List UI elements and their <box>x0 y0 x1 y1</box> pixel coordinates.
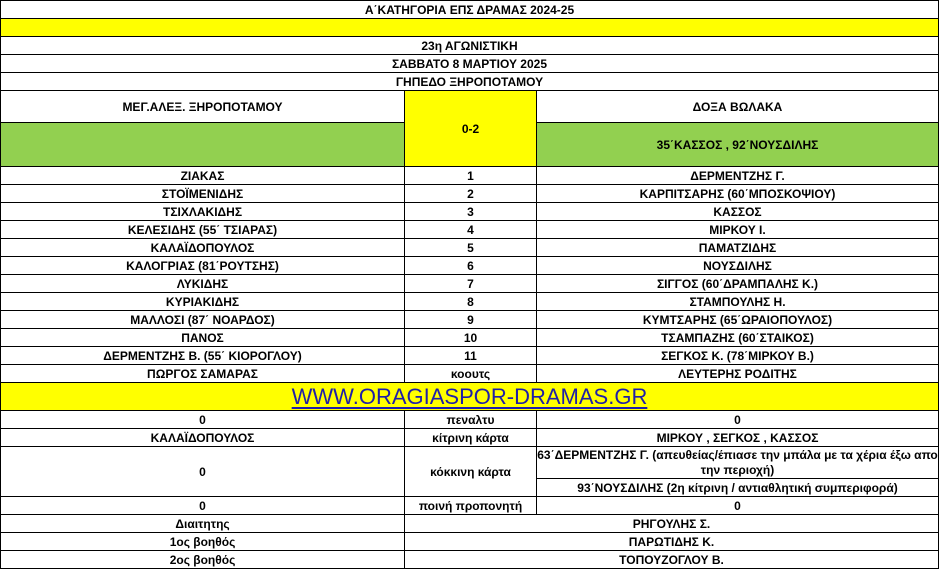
home-player: ΚΥΡΙΑΚΙΔΗΣ <box>1 293 405 311</box>
away-coach-penalty: 0 <box>537 497 939 515</box>
home-player: ΖΙΑΚΑΣ <box>1 167 405 185</box>
yellow-spacer-bar <box>1 19 939 37</box>
shirt-number: 10 <box>405 329 537 347</box>
away-player: ΝΟΥΣΔΙΛΗΣ <box>537 257 939 275</box>
shirt-number: 6 <box>405 257 537 275</box>
away-red-card-2: 93΄ΝΟΥΣΔΙΛΗΣ (2η κίτρινη / αντιαθλητική συμπεριφορά) <box>537 479 939 497</box>
home-player: ΠΑΝΟΣ <box>1 329 405 347</box>
website-link[interactable]: WWW.ORAGIASPOR-DRAMAS.GR <box>291 383 648 409</box>
official-role-assistant-2: 2ος βοηθός <box>1 551 405 569</box>
away-coach: ΛΕΥΤΕΡΗΣ ΡΟΔΙΤΗΣ <box>537 365 939 383</box>
coach-label: κοουτς <box>405 365 537 383</box>
away-player: ΣΤΑΜΠΟΥΛΗΣ Η. <box>537 293 939 311</box>
away-team-name: ΔΟΞΑ ΒΩΛΑΚΑ <box>537 91 939 123</box>
home-scorers-cell <box>1 123 405 167</box>
home-player: ΜΑΛΛΟΣΙ (87΄ ΝΟΑΡΔΟΣ) <box>1 311 405 329</box>
official-name-assistant-2: ΤΟΠΟΥΖΟΓΛΟΥ Β. <box>405 551 939 569</box>
home-player: ΛΥΚΙΔΗΣ <box>1 275 405 293</box>
shirt-number: 3 <box>405 203 537 221</box>
venue-label: ΓΗΠΕΔΟ ΞΗΡΟΠΟΤΑΜΟΥ <box>1 73 939 91</box>
home-yellow-cards: ΚΑΛΑΪΔΟΠΟΥΛΟΣ <box>1 429 405 447</box>
home-player: ΔΕΡΜΕΝΤΖΗΣ Β. (55΄ ΚΙΟΡΟΓΛΟΥ) <box>1 347 405 365</box>
yellow-card-label: κίτρινη κάρτα <box>405 429 537 447</box>
home-red-cards: 0 <box>1 447 405 497</box>
away-yellow-cards: ΜΙΡΚΟΥ , ΣΕΓΚΟΣ , ΚΑΣΣΟΣ <box>537 429 939 447</box>
home-player: ΚΑΛΟΓΡΙΑΣ (81΄ΡΟΥΤΣΗΣ) <box>1 257 405 275</box>
shirt-number: 5 <box>405 239 537 257</box>
away-player: ΣΕΓΚΟΣ Κ. (78΄ΜΙΡΚΟΥ Β.) <box>537 347 939 365</box>
home-player: ΣΤΟΪΜΕΝΙΔΗΣ <box>1 185 405 203</box>
home-player: ΚΑΛΑΪΔΟΠΟΥΛΟΣ <box>1 239 405 257</box>
shirt-number: 1 <box>405 167 537 185</box>
away-red-card-1: 63΄ΔΕΡΜΕΝΤΖΗΣ Γ. (απευθείας/έπιασε την μπάλα με τα χέρια έξω απο την περιοχή) <box>537 447 938 477</box>
official-role-referee: Διαιτητης <box>1 515 405 533</box>
home-coach: ΠΩΡΓΟΣ ΣΑΜΑΡΑΣ <box>1 365 405 383</box>
match-date: ΣΑΒΒΑΤΟ 8 ΜΑΡΤΙΟΥ 2025 <box>1 55 939 73</box>
shirt-number: 8 <box>405 293 537 311</box>
home-player: ΚΕΛΕΣΙΔΗΣ (55΄ ΤΣΙΑΡΑΣ) <box>1 221 405 239</box>
shirt-number: 9 <box>405 311 537 329</box>
league-title: Α΄ΚΑΤΗΓΟΡΙΑ ΕΠΣ ΔΡΑΜΑΣ 2024-25 <box>1 1 939 19</box>
coach-penalty-label: ποινή προπονητή <box>405 497 537 515</box>
official-name-assistant-1: ΠΑΡΩΤΙΔΗΣ Κ. <box>405 533 939 551</box>
away-player: ΣΙΓΓΟΣ (60΄ΔΡΑΜΠΑΛΗΣ Κ.) <box>537 275 939 293</box>
away-player: ΔΕΡΜΕΝΤΖΗΣ Γ. <box>537 167 939 185</box>
penalty-label: πεναλτυ <box>405 411 537 429</box>
website-banner <box>1 383 939 411</box>
home-penalty: 0 <box>1 411 405 429</box>
away-player: ΜΙΡΚΟΥ Ι. <box>537 221 939 239</box>
official-role-assistant-1: 1ος βοηθός <box>1 533 405 551</box>
red-card-label: κόκκινη κάρτα <box>405 447 537 497</box>
away-player: ΚΑΡΠΙΤΣΑΡΗΣ (60΄ΜΠΟΣΚΟΨΙΟΥ) <box>537 185 939 203</box>
home-coach-penalty: 0 <box>1 497 405 515</box>
round-label: 23η ΑΓΩΝΙΣΤΙΚΗ <box>1 37 939 55</box>
away-penalty: 0 <box>537 411 939 429</box>
official-name-referee: ΡΗΓΟΥΛΗΣ Σ. <box>405 515 939 533</box>
home-player: ΤΣΙΧΛΑΚΙΔΗΣ <box>1 203 405 221</box>
final-score: 0-2 <box>405 91 537 167</box>
home-team-name: ΜΕΓ.ΑΛΕΞ. ΞΗΡΟΠΟΤΑΜΟΥ <box>1 91 405 123</box>
away-player: ΤΣΑΜΠΑΖΗΣ (60΄ΣΤΑΙΚΟΣ) <box>537 329 939 347</box>
shirt-number: 4 <box>405 221 537 239</box>
away-scorers: 35΄ΚΑΣΣΟΣ , 92΄ΝΟΥΣΔΙΛΗΣ <box>537 123 939 167</box>
away-player: ΚΥΜΤΣΑΡΗΣ (65΄ΩΡΑΙΟΠΟΥΛΟΣ) <box>537 311 939 329</box>
away-player: ΚΑΣΣΟΣ <box>537 203 939 221</box>
shirt-number: 7 <box>405 275 537 293</box>
away-player: ΠΑΜΑΤΖΙΔΗΣ <box>537 239 939 257</box>
shirt-number: 2 <box>405 185 537 203</box>
shirt-number: 11 <box>405 347 537 365</box>
